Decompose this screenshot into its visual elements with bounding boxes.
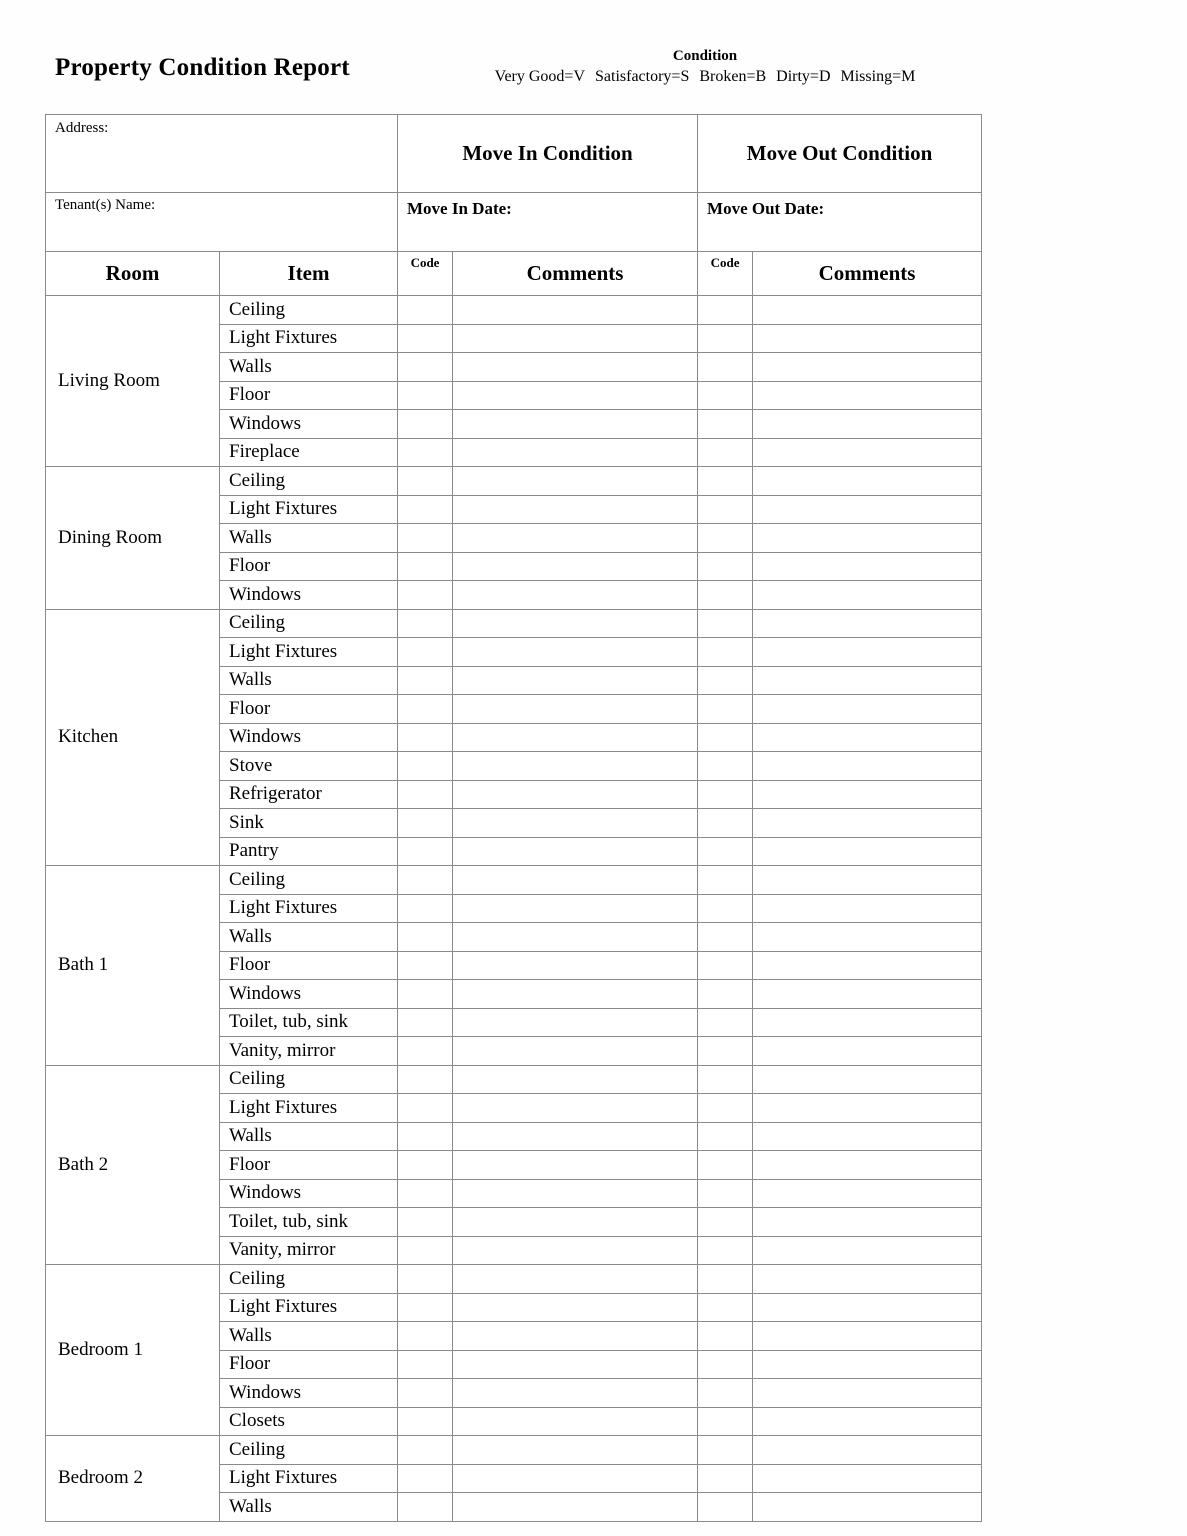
tenant-name-field[interactable]: Tenant(s) Name:	[46, 193, 398, 252]
room-label: Bath 2	[46, 1065, 220, 1265]
comments-moveout-input[interactable]	[753, 723, 982, 752]
code-movein-input[interactable]	[398, 1151, 453, 1180]
legend-code: Missing=M	[840, 68, 916, 85]
move-out-date-field[interactable]: Move Out Date:	[698, 193, 982, 252]
code-moveout-input[interactable]	[698, 666, 753, 695]
comments-moveout-input[interactable]	[753, 495, 982, 524]
comments-moveout-input[interactable]	[753, 837, 982, 866]
comments-moveout-input[interactable]	[753, 381, 982, 410]
code-movein-input[interactable]	[398, 1322, 453, 1351]
code-moveout-input[interactable]	[698, 951, 753, 980]
comments-movein-input[interactable]	[453, 1236, 698, 1265]
comments-movein-input[interactable]	[453, 752, 698, 781]
code-movein-input[interactable]	[398, 980, 453, 1009]
condition-legend	[425, 46, 985, 88]
column-header-comments-moveout: Comments	[753, 252, 982, 296]
code-moveout-input[interactable]	[698, 609, 753, 638]
legend-code: Dirty=D	[776, 68, 831, 85]
item-label: Windows	[220, 1179, 398, 1208]
item-label: Light Fixtures	[220, 638, 398, 667]
code-moveout-input[interactable]	[698, 552, 753, 581]
code-movein-input[interactable]	[398, 609, 453, 638]
code-movein-input[interactable]	[398, 1293, 453, 1322]
comments-movein-input[interactable]	[453, 552, 698, 581]
comments-movein-input[interactable]	[453, 894, 698, 923]
comments-moveout-input[interactable]	[753, 1322, 982, 1351]
comments-moveout-input[interactable]	[753, 1065, 982, 1094]
comments-moveout-input[interactable]	[753, 410, 982, 439]
legend-code: Broken=B	[699, 68, 767, 85]
item-label: Ceiling	[220, 467, 398, 496]
comments-moveout-input[interactable]	[753, 1350, 982, 1379]
table-row	[46, 1065, 982, 1094]
comments-movein-input[interactable]	[453, 1037, 698, 1066]
comments-moveout-input[interactable]	[753, 1094, 982, 1123]
code-moveout-input[interactable]	[698, 1493, 753, 1522]
comments-moveout-input[interactable]	[753, 980, 982, 1009]
comments-moveout-input[interactable]	[753, 1236, 982, 1265]
code-moveout-input[interactable]	[698, 1350, 753, 1379]
code-movein-input[interactable]	[398, 809, 453, 838]
item-label: Fireplace	[220, 438, 398, 467]
code-moveout-input[interactable]	[698, 1094, 753, 1123]
column-header-item: Item	[220, 252, 398, 296]
code-movein-input[interactable]	[398, 324, 453, 353]
comments-movein-input[interactable]	[453, 1151, 698, 1180]
code-moveout-input[interactable]	[698, 1293, 753, 1322]
comments-movein-input[interactable]	[453, 866, 698, 895]
code-movein-input[interactable]	[398, 752, 453, 781]
address-row	[46, 115, 982, 193]
code-moveout-input[interactable]	[698, 1322, 753, 1351]
code-movein-input[interactable]	[398, 923, 453, 952]
room-label: Kitchen	[46, 609, 220, 866]
code-moveout-input[interactable]	[698, 1436, 753, 1465]
code-moveout-input[interactable]	[698, 980, 753, 1009]
code-moveout-input[interactable]	[698, 581, 753, 610]
item-label: Walls	[220, 666, 398, 695]
item-label: Walls	[220, 923, 398, 952]
comments-movein-input[interactable]	[453, 1265, 698, 1294]
code-moveout-input[interactable]	[698, 1208, 753, 1237]
comments-moveout-input[interactable]	[753, 809, 982, 838]
code-movein-input[interactable]	[398, 837, 453, 866]
comments-movein-input[interactable]	[453, 980, 698, 1009]
comments-moveout-input[interactable]	[753, 780, 982, 809]
comments-movein-input[interactable]	[453, 923, 698, 952]
legend-code-list	[425, 66, 985, 88]
comments-moveout-input[interactable]	[753, 1293, 982, 1322]
comments-moveout-input[interactable]	[753, 1265, 982, 1294]
code-movein-input[interactable]	[398, 438, 453, 467]
item-label: Floor	[220, 1151, 398, 1180]
comments-movein-input[interactable]	[453, 1322, 698, 1351]
room-label: Bath 1	[46, 866, 220, 1066]
comments-moveout-input[interactable]	[753, 1122, 982, 1151]
code-movein-input[interactable]	[398, 780, 453, 809]
item-label: Floor	[220, 552, 398, 581]
item-label: Vanity, mirror	[220, 1236, 398, 1265]
comments-moveout-input[interactable]	[753, 1151, 982, 1180]
item-label: Walls	[220, 353, 398, 382]
page-title: Property Condition Report	[55, 54, 350, 81]
code-moveout-input[interactable]	[698, 752, 753, 781]
column-header-room: Room	[46, 252, 220, 296]
item-label: Ceiling	[220, 1436, 398, 1465]
code-movein-input[interactable]	[398, 1122, 453, 1151]
item-label: Ceiling	[220, 866, 398, 895]
comments-moveout-input[interactable]	[753, 581, 982, 610]
item-label: Walls	[220, 1122, 398, 1151]
item-label: Pantry	[220, 837, 398, 866]
code-movein-input[interactable]	[398, 1464, 453, 1493]
item-label: Closets	[220, 1407, 398, 1436]
comments-movein-input[interactable]	[453, 809, 698, 838]
item-label: Windows	[220, 723, 398, 752]
comments-moveout-input[interactable]	[753, 438, 982, 467]
code-moveout-input[interactable]	[698, 1236, 753, 1265]
code-moveout-input[interactable]	[698, 723, 753, 752]
legend-code: Very Good=V	[494, 68, 585, 85]
comments-movein-input[interactable]	[453, 638, 698, 667]
item-label: Vanity, mirror	[220, 1037, 398, 1066]
tenant-row	[46, 193, 982, 252]
comments-moveout-input[interactable]	[753, 552, 982, 581]
address-field[interactable]: Address:	[46, 115, 398, 193]
code-movein-input[interactable]	[398, 723, 453, 752]
code-movein-input[interactable]	[398, 1179, 453, 1208]
comments-movein-input[interactable]	[453, 1464, 698, 1493]
comments-movein-input[interactable]	[453, 723, 698, 752]
comments-moveout-input[interactable]	[753, 1208, 982, 1237]
code-moveout-input[interactable]	[698, 438, 753, 467]
item-label: Ceiling	[220, 1065, 398, 1094]
table-row	[46, 1265, 982, 1294]
comments-moveout-input[interactable]	[753, 1493, 982, 1522]
room-label: Living Room	[46, 296, 220, 467]
column-header-comments-movein: Comments	[453, 252, 698, 296]
code-movein-input[interactable]	[398, 1350, 453, 1379]
item-label: Walls	[220, 1322, 398, 1351]
code-moveout-input[interactable]	[698, 837, 753, 866]
code-moveout-input[interactable]	[698, 1065, 753, 1094]
comments-movein-input[interactable]	[453, 1208, 698, 1237]
comments-moveout-input[interactable]	[753, 524, 982, 553]
comments-moveout-input[interactable]	[753, 467, 982, 496]
code-moveout-input[interactable]	[698, 923, 753, 952]
code-moveout-input[interactable]	[698, 495, 753, 524]
table-row	[46, 609, 982, 638]
comments-movein-input[interactable]	[453, 1436, 698, 1465]
item-label: Light Fixtures	[220, 894, 398, 923]
comments-movein-input[interactable]	[453, 666, 698, 695]
code-moveout-input[interactable]	[698, 1122, 753, 1151]
code-moveout-input[interactable]	[698, 1464, 753, 1493]
comments-movein-input[interactable]	[453, 609, 698, 638]
item-label: Light Fixtures	[220, 495, 398, 524]
comments-movein-input[interactable]	[453, 524, 698, 553]
item-label: Ceiling	[220, 1265, 398, 1294]
code-movein-input[interactable]	[398, 495, 453, 524]
comments-moveout-input[interactable]	[753, 923, 982, 952]
code-movein-input[interactable]	[398, 296, 453, 325]
comments-movein-input[interactable]	[453, 296, 698, 325]
code-moveout-input[interactable]	[698, 524, 753, 553]
item-label: Refrigerator	[220, 780, 398, 809]
comments-moveout-input[interactable]	[753, 951, 982, 980]
code-moveout-input[interactable]	[698, 1407, 753, 1436]
item-label: Light Fixtures	[220, 324, 398, 353]
comments-moveout-input[interactable]	[753, 1179, 982, 1208]
code-movein-input[interactable]	[398, 524, 453, 553]
comments-movein-input[interactable]	[453, 695, 698, 724]
code-moveout-input[interactable]	[698, 1008, 753, 1037]
item-label: Walls	[220, 524, 398, 553]
comments-movein-input[interactable]	[453, 495, 698, 524]
code-movein-input[interactable]	[398, 1208, 453, 1237]
item-label: Floor	[220, 695, 398, 724]
code-movein-input[interactable]	[398, 638, 453, 667]
comments-moveout-input[interactable]	[753, 752, 982, 781]
comments-movein-input[interactable]	[453, 951, 698, 980]
item-label: Light Fixtures	[220, 1293, 398, 1322]
code-movein-input[interactable]	[398, 666, 453, 695]
comments-moveout-input[interactable]	[753, 638, 982, 667]
comments-movein-input[interactable]	[453, 410, 698, 439]
comments-movein-input[interactable]	[453, 1122, 698, 1151]
code-moveout-input[interactable]	[698, 809, 753, 838]
comments-movein-input[interactable]	[453, 1407, 698, 1436]
code-moveout-input[interactable]	[698, 1037, 753, 1066]
item-label: Toilet, tub, sink	[220, 1008, 398, 1037]
code-moveout-input[interactable]	[698, 866, 753, 895]
legend-title: Condition	[672, 48, 738, 64]
code-movein-input[interactable]	[398, 1008, 453, 1037]
code-moveout-input[interactable]	[698, 894, 753, 923]
code-moveout-input[interactable]	[698, 780, 753, 809]
code-movein-input[interactable]	[398, 1436, 453, 1465]
comments-movein-input[interactable]	[453, 1008, 698, 1037]
comments-movein-input[interactable]	[453, 438, 698, 467]
code-movein-input[interactable]	[398, 1493, 453, 1522]
code-movein-input[interactable]	[398, 467, 453, 496]
document-header	[45, 46, 985, 108]
comments-movein-input[interactable]	[453, 1493, 698, 1522]
item-label: Windows	[220, 980, 398, 1009]
code-moveout-input[interactable]	[698, 324, 753, 353]
comments-moveout-input[interactable]	[753, 666, 982, 695]
room-label: Bedroom 1	[46, 1265, 220, 1436]
comments-movein-input[interactable]	[453, 1065, 698, 1094]
table-row	[46, 296, 982, 325]
code-moveout-input[interactable]	[698, 695, 753, 724]
code-moveout-input[interactable]	[698, 467, 753, 496]
code-movein-input[interactable]	[398, 1407, 453, 1436]
move-in-date-field[interactable]: Move In Date:	[398, 193, 698, 252]
table-row	[46, 866, 982, 895]
room-label: Dining Room	[46, 467, 220, 610]
table-row	[46, 1436, 982, 1465]
comments-moveout-input[interactable]	[753, 1037, 982, 1066]
comments-movein-input[interactable]	[453, 837, 698, 866]
code-moveout-input[interactable]	[698, 1151, 753, 1180]
comments-moveout-input[interactable]	[753, 1379, 982, 1408]
code-movein-input[interactable]	[398, 1265, 453, 1294]
code-movein-input[interactable]	[398, 1037, 453, 1066]
column-header-row	[46, 252, 982, 296]
comments-movein-input[interactable]	[453, 324, 698, 353]
comments-movein-input[interactable]	[453, 467, 698, 496]
item-label: Floor	[220, 1350, 398, 1379]
room-label: Bedroom 2	[46, 1436, 220, 1522]
code-movein-input[interactable]	[398, 581, 453, 610]
comments-movein-input[interactable]	[453, 581, 698, 610]
item-label: Light Fixtures	[220, 1464, 398, 1493]
column-header-code-moveout: Code	[698, 252, 753, 296]
code-moveout-input[interactable]	[698, 1379, 753, 1408]
comments-movein-input[interactable]	[453, 353, 698, 382]
comments-moveout-input[interactable]	[753, 1464, 982, 1493]
code-movein-input[interactable]	[398, 381, 453, 410]
comments-movein-input[interactable]	[453, 1094, 698, 1123]
table-body	[46, 115, 982, 1522]
property-condition-table	[45, 114, 982, 1522]
comments-movein-input[interactable]	[453, 1379, 698, 1408]
item-label: Sink	[220, 809, 398, 838]
code-movein-input[interactable]	[398, 951, 453, 980]
comments-movein-input[interactable]	[453, 1179, 698, 1208]
move-out-condition-heading: Move Out Condition	[698, 115, 982, 193]
code-moveout-input[interactable]	[698, 1179, 753, 1208]
item-label: Ceiling	[220, 609, 398, 638]
comments-movein-input[interactable]	[453, 1293, 698, 1322]
item-label: Windows	[220, 581, 398, 610]
code-movein-input[interactable]	[398, 866, 453, 895]
code-moveout-input[interactable]	[698, 410, 753, 439]
comments-moveout-input[interactable]	[753, 695, 982, 724]
code-movein-input[interactable]	[398, 1065, 453, 1094]
comments-movein-input[interactable]	[453, 1350, 698, 1379]
comments-moveout-input[interactable]	[753, 296, 982, 325]
comments-moveout-input[interactable]	[753, 353, 982, 382]
item-label: Windows	[220, 1379, 398, 1408]
item-label: Floor	[220, 381, 398, 410]
item-label: Floor	[220, 951, 398, 980]
item-label: Light Fixtures	[220, 1094, 398, 1123]
code-moveout-input[interactable]	[698, 638, 753, 667]
move-in-condition-heading: Move In Condition	[398, 115, 698, 193]
comments-moveout-input[interactable]	[753, 324, 982, 353]
comments-moveout-input[interactable]	[753, 609, 982, 638]
comments-moveout-input[interactable]	[753, 866, 982, 895]
comments-movein-input[interactable]	[453, 381, 698, 410]
comments-movein-input[interactable]	[453, 780, 698, 809]
item-label: Ceiling	[220, 296, 398, 325]
comments-moveout-input[interactable]	[753, 1008, 982, 1037]
code-movein-input[interactable]	[398, 1379, 453, 1408]
code-movein-input[interactable]	[398, 695, 453, 724]
code-moveout-input[interactable]	[698, 353, 753, 382]
code-movein-input[interactable]	[398, 894, 453, 923]
code-movein-input[interactable]	[398, 410, 453, 439]
column-header-code-movein: Code	[398, 252, 453, 296]
code-moveout-input[interactable]	[698, 381, 753, 410]
code-movein-input[interactable]	[398, 1094, 453, 1123]
item-label: Walls	[220, 1493, 398, 1522]
item-label: Windows	[220, 410, 398, 439]
item-label: Toilet, tub, sink	[220, 1208, 398, 1237]
legend-code: Satisfactory=S	[595, 68, 690, 85]
code-movein-input[interactable]	[398, 1236, 453, 1265]
comments-moveout-input[interactable]	[753, 894, 982, 923]
code-moveout-input[interactable]	[698, 296, 753, 325]
comments-moveout-input[interactable]	[753, 1407, 982, 1436]
code-moveout-input[interactable]	[698, 1265, 753, 1294]
code-movein-input[interactable]	[398, 353, 453, 382]
item-label: Stove	[220, 752, 398, 781]
comments-moveout-input[interactable]	[753, 1436, 982, 1465]
code-movein-input[interactable]	[398, 552, 453, 581]
table-row	[46, 467, 982, 496]
